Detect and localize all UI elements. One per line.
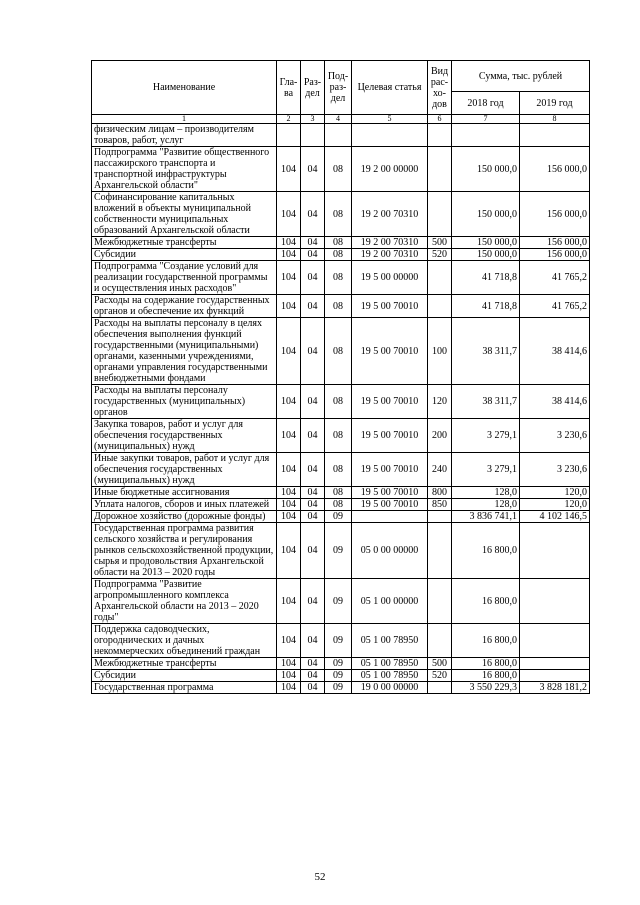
row-razdel: 04 — [301, 318, 325, 385]
row-name: физическим лицам – производителям товаров, работ, услуг — [92, 124, 277, 147]
table-row — [92, 624, 590, 658]
row-sum-2018: 3 279,1 — [452, 419, 520, 453]
row-vid — [428, 261, 452, 295]
header-2019: 2019 год — [520, 92, 590, 115]
row-sum-2018: 150 000,0 — [452, 192, 520, 237]
row-glava: 104 — [277, 453, 301, 487]
row-name: Поддержка садоводческих, огороднических и дачных некоммерческих объединений граждан — [92, 624, 277, 658]
row-podrazdel: 09 — [325, 682, 352, 694]
row-razdel: 04 — [301, 261, 325, 295]
row-celevaya: 19 5 00 70010 — [352, 499, 428, 511]
row-vid — [428, 295, 452, 318]
table-row — [92, 261, 590, 295]
budget-table — [91, 60, 590, 694]
row-celevaya — [352, 124, 428, 147]
row-celevaya: 05 0 00 00000 — [352, 523, 428, 579]
row-glava: 104 — [277, 385, 301, 419]
row-sum-2019 — [520, 124, 590, 147]
row-glava: 104 — [277, 249, 301, 261]
row-sum-2018: 150 000,0 — [452, 249, 520, 261]
table-row — [92, 670, 590, 682]
row-razdel: 04 — [301, 419, 325, 453]
row-podrazdel: 09 — [325, 670, 352, 682]
row-name: Межбюджетные трансферты — [92, 237, 277, 249]
row-podrazdel: 08 — [325, 192, 352, 237]
page-number: 52 — [314, 871, 326, 883]
row-vid: 500 — [428, 237, 452, 249]
row-sum-2019: 156 000,0 — [520, 237, 590, 249]
table-row — [92, 385, 590, 419]
row-podrazdel: 08 — [325, 261, 352, 295]
row-podrazdel: 09 — [325, 658, 352, 670]
row-vid — [428, 682, 452, 694]
row-vid — [428, 523, 452, 579]
row-glava: 104 — [277, 261, 301, 295]
row-celevaya: 05 1 00 78950 — [352, 658, 428, 670]
row-razdel: 04 — [301, 453, 325, 487]
row-name: Субсидии — [92, 670, 277, 682]
row-sum-2019 — [520, 579, 590, 624]
row-sum-2018: 150 000,0 — [452, 147, 520, 192]
row-sum-2018: 41 718,8 — [452, 261, 520, 295]
row-name: Государственная программа развития сельского хозяйства и регулирования рынков сельскохозяйственной продукции, сырья и продовольствия Архангельской области на 2013 – 2020 годы — [92, 523, 277, 579]
row-glava: 104 — [277, 499, 301, 511]
row-glava: 104 — [277, 147, 301, 192]
row-vid: 520 — [428, 670, 452, 682]
row-celevaya: 19 2 00 00000 — [352, 147, 428, 192]
row-celevaya: 19 5 00 70010 — [352, 453, 428, 487]
row-razdel: 04 — [301, 499, 325, 511]
row-sum-2018 — [452, 124, 520, 147]
row-podrazdel: 08 — [325, 419, 352, 453]
table-row — [92, 419, 590, 453]
row-name: Расходы на содержание государственных органов и обеспечение их функций — [92, 295, 277, 318]
row-razdel: 04 — [301, 192, 325, 237]
row-glava: 104 — [277, 192, 301, 237]
row-celevaya: 19 5 00 70010 — [352, 487, 428, 499]
table-row — [92, 249, 590, 261]
table-row — [92, 658, 590, 670]
row-celevaya: 19 5 00 00000 — [352, 261, 428, 295]
table-row — [92, 487, 590, 499]
row-razdel: 04 — [301, 511, 325, 523]
row-glava — [277, 124, 301, 147]
row-name: Иные закупки товаров, работ и услуг для обеспечения государственных (муниципальных) нужд — [92, 453, 277, 487]
row-glava: 104 — [277, 237, 301, 249]
row-name: Расходы на выплаты персоналу государственных (муниципальных) органов — [92, 385, 277, 419]
row-sum-2019: 120,0 — [520, 499, 590, 511]
row-sum-2019: 3 230,6 — [520, 419, 590, 453]
colnum: 6 — [428, 115, 452, 124]
row-celevaya: 05 1 00 78950 — [352, 624, 428, 658]
row-razdel: 04 — [301, 249, 325, 261]
row-sum-2019: 4 102 146,5 — [520, 511, 590, 523]
column-number-row — [92, 115, 590, 124]
row-razdel: 04 — [301, 147, 325, 192]
row-razdel: 04 — [301, 579, 325, 624]
table-row — [92, 453, 590, 487]
row-podrazdel: 08 — [325, 147, 352, 192]
row-razdel: 04 — [301, 670, 325, 682]
colnum: 8 — [520, 115, 590, 124]
header-razdel: Раз-дел — [301, 61, 325, 115]
header-glava: Гла-ва — [277, 61, 301, 115]
row-glava: 104 — [277, 295, 301, 318]
row-vid — [428, 624, 452, 658]
row-sum-2018: 3 279,1 — [452, 453, 520, 487]
row-podrazdel: 09 — [325, 511, 352, 523]
row-name: Подпрограмма "Создание условий для реализации государственной программы и осуществления иных расходов" — [92, 261, 277, 295]
row-celevaya: 19 2 00 70310 — [352, 249, 428, 261]
table-row — [92, 682, 590, 694]
row-name: Расходы на выплаты персоналу в целях обеспечения выполнения функций государственными (муниципальными) органами, казенными учреждениями, органами управления государственными внебюджетными фондами — [92, 318, 277, 385]
table-row — [92, 511, 590, 523]
row-glava: 104 — [277, 658, 301, 670]
row-name: Подпрограмма "Развитие общественного пассажирского транспорта и транспортной инфраструктуры Архангельской области" — [92, 147, 277, 192]
row-sum-2018: 16 800,0 — [452, 523, 520, 579]
table-row — [92, 124, 590, 147]
row-sum-2019: 156 000,0 — [520, 147, 590, 192]
row-sum-2019: 41 765,2 — [520, 261, 590, 295]
row-sum-2018: 128,0 — [452, 499, 520, 511]
row-glava: 104 — [277, 682, 301, 694]
row-vid: 800 — [428, 487, 452, 499]
row-glava: 104 — [277, 511, 301, 523]
row-glava: 104 — [277, 670, 301, 682]
row-sum-2019 — [520, 624, 590, 658]
row-celevaya: 05 1 00 00000 — [352, 579, 428, 624]
row-razdel: 04 — [301, 523, 325, 579]
row-podrazdel: 08 — [325, 385, 352, 419]
row-celevaya: 05 1 00 78950 — [352, 670, 428, 682]
row-podrazdel: 09 — [325, 624, 352, 658]
row-glava: 104 — [277, 419, 301, 453]
table-row — [92, 237, 590, 249]
header-vid: Вид рас-хо-дов — [428, 61, 452, 115]
row-celevaya: 19 5 00 70010 — [352, 295, 428, 318]
row-vid — [428, 192, 452, 237]
row-vid: 520 — [428, 249, 452, 261]
header-celevaya: Целевая статья — [352, 61, 428, 115]
header-summa: Сумма, тыс. рублей — [452, 61, 590, 92]
row-celevaya: 19 2 00 70310 — [352, 237, 428, 249]
row-razdel: 04 — [301, 385, 325, 419]
row-sum-2018: 16 800,0 — [452, 579, 520, 624]
row-celevaya: 19 5 00 70010 — [352, 385, 428, 419]
row-podrazdel: 08 — [325, 499, 352, 511]
row-sum-2019: 3 230,6 — [520, 453, 590, 487]
row-sum-2018: 16 800,0 — [452, 670, 520, 682]
row-celevaya — [352, 511, 428, 523]
row-name: Подпрограмма "Развитие агропромышленного комплекса Архангельской области на 2013 – 2020 годы" — [92, 579, 277, 624]
row-sum-2018: 3 550 229,3 — [452, 682, 520, 694]
colnum: 2 — [277, 115, 301, 124]
row-vid: 120 — [428, 385, 452, 419]
row-name: Дорожное хозяйство (дорожные фонды) — [92, 511, 277, 523]
colnum: 3 — [301, 115, 325, 124]
table-row — [92, 295, 590, 318]
row-sum-2019: 120,0 — [520, 487, 590, 499]
row-podrazdel: 08 — [325, 237, 352, 249]
row-name: Субсидии — [92, 249, 277, 261]
row-vid: 100 — [428, 318, 452, 385]
row-podrazdel: 09 — [325, 523, 352, 579]
row-glava: 104 — [277, 579, 301, 624]
table-row — [92, 318, 590, 385]
colnum: 5 — [352, 115, 428, 124]
row-glava: 104 — [277, 487, 301, 499]
row-sum-2019 — [520, 658, 590, 670]
table-row — [92, 147, 590, 192]
colnum: 1 — [92, 115, 277, 124]
row-sum-2018: 16 800,0 — [452, 624, 520, 658]
row-podrazdel: 08 — [325, 295, 352, 318]
row-sum-2019: 156 000,0 — [520, 192, 590, 237]
row-podrazdel: 09 — [325, 579, 352, 624]
row-sum-2019: 41 765,2 — [520, 295, 590, 318]
table-row — [92, 192, 590, 237]
row-podrazdel: 08 — [325, 249, 352, 261]
row-name: Закупка товаров, работ и услуг для обеспечения государственных (муниципальных) нужд — [92, 419, 277, 453]
row-sum-2018: 38 311,7 — [452, 318, 520, 385]
colnum: 4 — [325, 115, 352, 124]
row-vid — [428, 124, 452, 147]
row-sum-2019 — [520, 670, 590, 682]
header-name: Наименование — [92, 61, 277, 115]
row-name: Межбюджетные трансферты — [92, 658, 277, 670]
row-podrazdel: 08 — [325, 453, 352, 487]
header-podrazdel: Под-раз-дел — [325, 61, 352, 115]
row-vid — [428, 579, 452, 624]
row-podrazdel: 08 — [325, 318, 352, 385]
row-sum-2019: 3 828 181,2 — [520, 682, 590, 694]
row-sum-2018: 41 718,8 — [452, 295, 520, 318]
row-glava: 104 — [277, 624, 301, 658]
row-glava: 104 — [277, 318, 301, 385]
table-row — [92, 579, 590, 624]
row-sum-2018: 3 836 741,1 — [452, 511, 520, 523]
row-vid: 200 — [428, 419, 452, 453]
row-sum-2018: 128,0 — [452, 487, 520, 499]
header-2018: 2018 год — [452, 92, 520, 115]
row-razdel: 04 — [301, 658, 325, 670]
colnum: 7 — [452, 115, 520, 124]
row-sum-2018: 150 000,0 — [452, 237, 520, 249]
row-celevaya: 19 5 00 70010 — [352, 318, 428, 385]
row-razdel: 04 — [301, 487, 325, 499]
row-vid: 500 — [428, 658, 452, 670]
row-name: Софинансирование капитальных вложений в объекты муниципальной собственности муниципальных образований Архангельской области — [92, 192, 277, 237]
row-celevaya: 19 2 00 70310 — [352, 192, 428, 237]
row-sum-2018: 16 800,0 — [452, 658, 520, 670]
row-sum-2018: 38 311,7 — [452, 385, 520, 419]
row-vid — [428, 511, 452, 523]
row-razdel: 04 — [301, 624, 325, 658]
row-razdel — [301, 124, 325, 147]
row-name: Иные бюджетные ассигнования — [92, 487, 277, 499]
row-razdel: 04 — [301, 295, 325, 318]
row-celevaya: 19 5 00 70010 — [352, 419, 428, 453]
row-sum-2019: 38 414,6 — [520, 318, 590, 385]
row-sum-2019 — [520, 523, 590, 579]
row-glava: 104 — [277, 523, 301, 579]
row-razdel: 04 — [301, 237, 325, 249]
row-sum-2019: 156 000,0 — [520, 249, 590, 261]
row-vid — [428, 147, 452, 192]
row-vid: 240 — [428, 453, 452, 487]
row-vid: 850 — [428, 499, 452, 511]
row-name: Уплата налогов, сборов и иных платежей — [92, 499, 277, 511]
row-razdel: 04 — [301, 682, 325, 694]
table-row — [92, 499, 590, 511]
row-podrazdel: 08 — [325, 487, 352, 499]
row-podrazdel — [325, 124, 352, 147]
row-name: Государственная программа — [92, 682, 277, 694]
row-sum-2019: 38 414,6 — [520, 385, 590, 419]
row-celevaya: 19 0 00 00000 — [352, 682, 428, 694]
table-row — [92, 523, 590, 579]
